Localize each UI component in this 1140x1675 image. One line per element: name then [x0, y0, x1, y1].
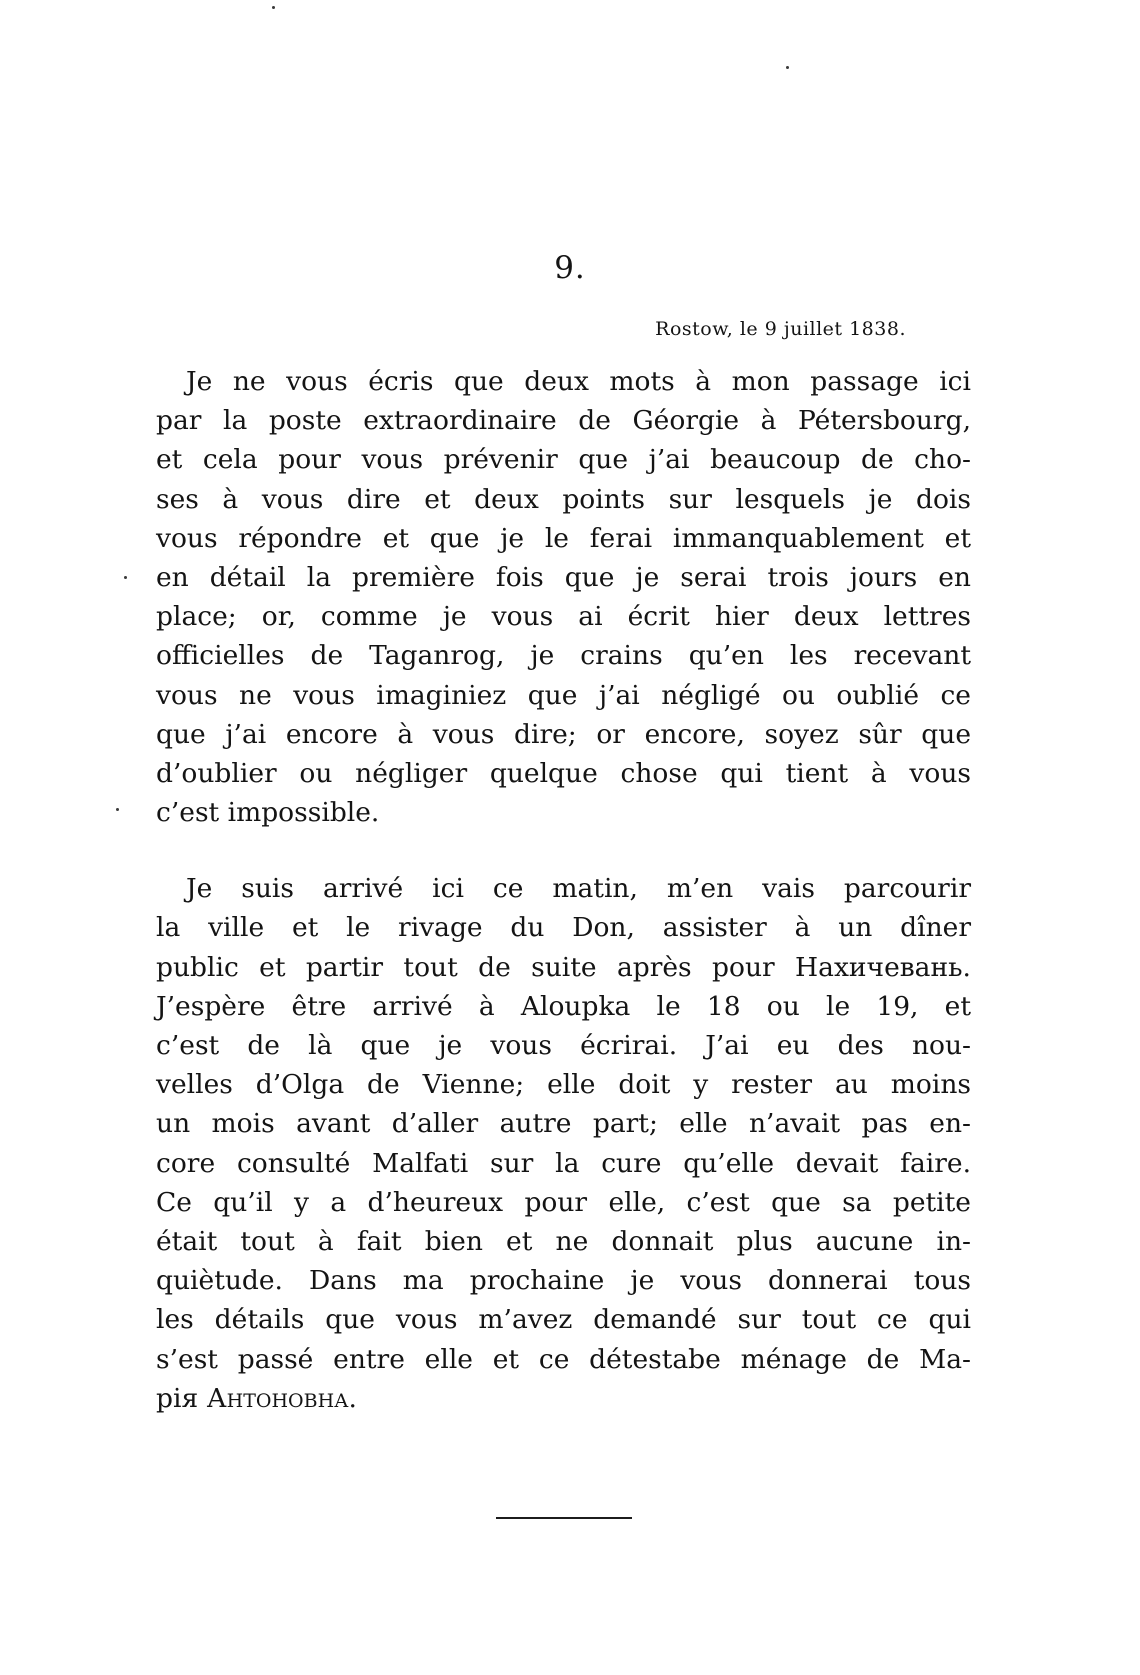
text-line: en détail la première fois que je serai trois jours en — [156, 561, 971, 593]
paragraph-2 — [156, 869, 971, 1418]
text-line: que j’ai encore à vous dire; or encore, soyez sûr que — [156, 718, 971, 750]
print-speck — [116, 808, 119, 811]
text-line: les détails que vous m’avez demandé sur tout ce qui — [156, 1304, 971, 1336]
paragraph-1 — [156, 362, 971, 832]
text-line: place; or, comme je vous ai écrit hier deux lettres — [156, 601, 971, 633]
text-line: Je suis arrivé ici ce matin, m’en vais parcourir — [186, 873, 971, 905]
text-line: Ce qu’il y a d’heureux pour elle, c’est que sa petite — [156, 1186, 971, 1218]
person-name: Антоновна. — [206, 1382, 357, 1414]
text-line: vous répondre et que je le ferai immanquablement et — [156, 522, 971, 554]
text-line: était tout à fait bien et ne donnait plus aucune in- — [156, 1225, 971, 1257]
text-line: un mois avant d’aller autre part; elle n’avait pas en- — [156, 1108, 971, 1140]
text-line: public et partir tout de suite après pour Нахичевань. — [156, 951, 971, 983]
text-prefix: рія — [156, 1382, 207, 1414]
text-line: officielles de Taganrog, je crains qu’en les recevant — [156, 640, 971, 672]
text-line-final — [156, 1379, 971, 1418]
text-line: d’oublier ou négliger quelque chose qui tient à vous — [156, 757, 971, 789]
print-speck — [272, 6, 275, 9]
letter-body — [156, 362, 971, 1418]
text-line: velles d’Olga de Vienne; elle doit y rester au moins — [156, 1069, 971, 1101]
text-line: J’espère être arrivé à Aloupka le 18 ou le 19, et — [156, 990, 971, 1022]
text-line: ses à vous dire et deux points sur lesquels je dois — [156, 483, 971, 515]
dateline: Rostow, le 9 juillet 1838. — [655, 318, 906, 340]
text-line: vous ne vous imaginiez que j’ai négligé ou oublié ce — [156, 679, 971, 711]
text-line: core consulté Malfati sur la cure qu’elle devait faire. — [156, 1147, 971, 1179]
letter-number: 9. — [554, 250, 586, 286]
text-line: s’est passé entre elle et ce détestabe ménage de Ma- — [156, 1343, 971, 1375]
closing-rule — [496, 1517, 632, 1519]
text-line: Je ne vous écris que deux mots à mon passage ici — [186, 366, 971, 397]
text-line: quiètude. Dans ma prochaine je vous donnerai tous — [156, 1265, 971, 1297]
print-speck — [124, 576, 127, 579]
print-speck — [786, 66, 789, 69]
text-line: c’est impossible. — [156, 797, 380, 829]
text-line: la ville et le rivage du Don, assister à un dîner — [156, 912, 971, 944]
text-line: par la poste extraordinaire de Géorgie à Pétersbourg, — [156, 405, 971, 437]
text-line: c’est de là que je vous écrirai. J’ai eu des nou- — [156, 1030, 971, 1061]
text-line: et cela pour vous prévenir que j’ai beaucoup de cho- — [156, 444, 971, 476]
